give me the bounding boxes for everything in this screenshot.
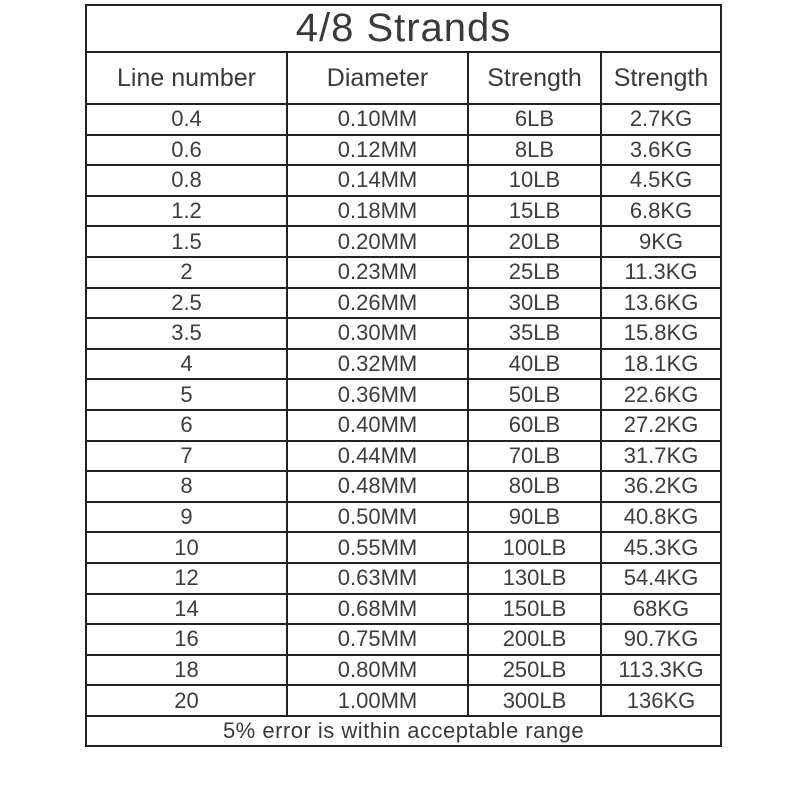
- table-cell: 54.4KG: [601, 563, 721, 594]
- table-cell: 35LB: [468, 318, 601, 349]
- table-cell: 10LB: [468, 165, 601, 196]
- header-row: [86, 52, 721, 104]
- table-cell: 0.30MM: [287, 318, 468, 349]
- table-cell: 18.1KG: [601, 349, 721, 380]
- table-row: [86, 655, 721, 686]
- table-cell: 2: [86, 257, 287, 288]
- table-cell: 9KG: [601, 226, 721, 257]
- table-cell: 3.6KG: [601, 135, 721, 166]
- table-cell: 100LB: [468, 532, 601, 563]
- table-cell: 40.8KG: [601, 502, 721, 533]
- table-cell: 0.4: [86, 104, 287, 135]
- table-row: [86, 288, 721, 319]
- table-cell: 3.5: [86, 318, 287, 349]
- table-cell: 300LB: [468, 685, 601, 716]
- table-cell: 1.00MM: [287, 685, 468, 716]
- table-footnote: 5% error is within acceptable range: [86, 716, 721, 746]
- table-row: [86, 624, 721, 655]
- table-cell: 136KG: [601, 685, 721, 716]
- table-row: [86, 594, 721, 625]
- table-cell: 90.7KG: [601, 624, 721, 655]
- table-cell: 30LB: [468, 288, 601, 319]
- table-row: [86, 318, 721, 349]
- table-cell: 0.50MM: [287, 502, 468, 533]
- table-cell: 150LB: [468, 594, 601, 625]
- table-cell: 27.2KG: [601, 410, 721, 441]
- table-cell: 0.63MM: [287, 563, 468, 594]
- footer-row: [86, 716, 721, 746]
- table-cell: 0.8: [86, 165, 287, 196]
- table-cell: 25LB: [468, 257, 601, 288]
- table-cell: 0.23MM: [287, 257, 468, 288]
- table-row: [86, 196, 721, 227]
- column-header-line-number: Line number: [86, 52, 287, 104]
- table-cell: 31.7KG: [601, 441, 721, 472]
- table-row: [86, 685, 721, 716]
- table-cell: 6.8KG: [601, 196, 721, 227]
- table-cell: 4: [86, 349, 287, 380]
- strand-spec-table: [85, 4, 722, 747]
- title-row: [86, 5, 721, 52]
- table-cell: 20: [86, 685, 287, 716]
- table-row: [86, 104, 721, 135]
- table-cell: 0.14MM: [287, 165, 468, 196]
- table-cell: 15LB: [468, 196, 601, 227]
- table-row: [86, 410, 721, 441]
- table-cell: 0.26MM: [287, 288, 468, 319]
- table-row: [86, 441, 721, 472]
- table-cell: 0.12MM: [287, 135, 468, 166]
- table-cell: 45.3KG: [601, 532, 721, 563]
- table-cell: 2.7KG: [601, 104, 721, 135]
- table-row: [86, 502, 721, 533]
- table-cell: 0.75MM: [287, 624, 468, 655]
- table-cell: 130LB: [468, 563, 601, 594]
- table-cell: 0.32MM: [287, 349, 468, 380]
- table-cell: 0.44MM: [287, 441, 468, 472]
- table-cell: 16: [86, 624, 287, 655]
- column-header-diameter: Diameter: [287, 52, 468, 104]
- table-cell: 80LB: [468, 471, 601, 502]
- table-row: [86, 135, 721, 166]
- table-cell: 40LB: [468, 349, 601, 380]
- table-cell: 0.48MM: [287, 471, 468, 502]
- table-row: [86, 379, 721, 410]
- table-cell: 90LB: [468, 502, 601, 533]
- table-title: 4/8 Strands: [86, 5, 721, 52]
- table-cell: 6: [86, 410, 287, 441]
- table-cell: 250LB: [468, 655, 601, 686]
- table-cell: 0.80MM: [287, 655, 468, 686]
- table-cell: 14: [86, 594, 287, 625]
- table-row: [86, 165, 721, 196]
- table-cell: 13.6KG: [601, 288, 721, 319]
- table-cell: 0.68MM: [287, 594, 468, 625]
- table-cell: 2.5: [86, 288, 287, 319]
- table-row: [86, 563, 721, 594]
- table-row: [86, 532, 721, 563]
- table-cell: 22.6KG: [601, 379, 721, 410]
- table-row: [86, 471, 721, 502]
- table-cell: 0.6: [86, 135, 287, 166]
- column-header-strength-lb: Strength: [468, 52, 601, 104]
- table-cell: 6LB: [468, 104, 601, 135]
- table-cell: 1.2: [86, 196, 287, 227]
- table-cell: 1.5: [86, 226, 287, 257]
- table-cell: 0.36MM: [287, 379, 468, 410]
- table-cell: 5: [86, 379, 287, 410]
- table-cell: 4.5KG: [601, 165, 721, 196]
- table-cell: 0.55MM: [287, 532, 468, 563]
- table-cell: 200LB: [468, 624, 601, 655]
- table-cell: 70LB: [468, 441, 601, 472]
- table-cell: 0.40MM: [287, 410, 468, 441]
- table-cell: 50LB: [468, 379, 601, 410]
- table-row: [86, 257, 721, 288]
- table-cell: 15.8KG: [601, 318, 721, 349]
- table-cell: 8LB: [468, 135, 601, 166]
- table-cell: 12: [86, 563, 287, 594]
- table-cell: 113.3KG: [601, 655, 721, 686]
- table-cell: 9: [86, 502, 287, 533]
- table-cell: 10: [86, 532, 287, 563]
- table-cell: 36.2KG: [601, 471, 721, 502]
- table-body: [86, 104, 721, 716]
- table-cell: 8: [86, 471, 287, 502]
- table-cell: 60LB: [468, 410, 601, 441]
- table-cell: 0.20MM: [287, 226, 468, 257]
- table-cell: 18: [86, 655, 287, 686]
- table-cell: 11.3KG: [601, 257, 721, 288]
- table-cell: 68KG: [601, 594, 721, 625]
- table-cell: 7: [86, 441, 287, 472]
- table-cell: 0.10MM: [287, 104, 468, 135]
- table-row: [86, 349, 721, 380]
- table-cell: 0.18MM: [287, 196, 468, 227]
- column-header-strength-kg: Strength: [601, 52, 721, 104]
- table-cell: 20LB: [468, 226, 601, 257]
- table-row: [86, 226, 721, 257]
